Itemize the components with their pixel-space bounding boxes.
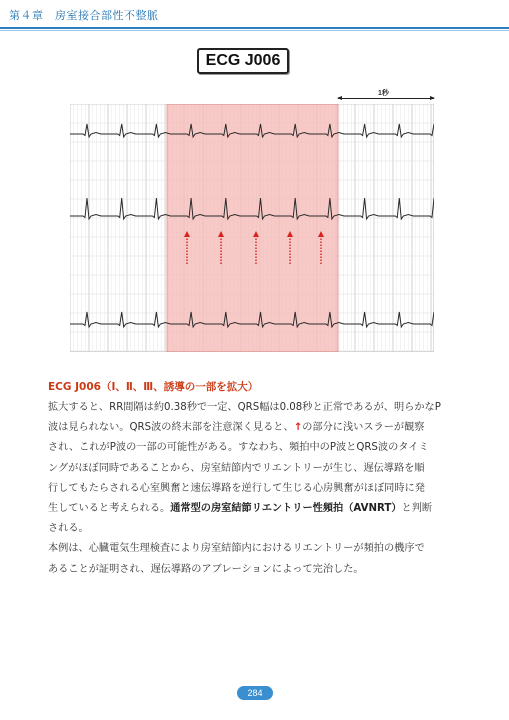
time-scale-label: 1秒 [378, 90, 389, 97]
caption-text: 生していると考えられる。 [48, 502, 171, 514]
caption-text: と判断 [401, 502, 433, 514]
header-rule [0, 27, 509, 29]
page-number-badge: 284 [237, 686, 273, 700]
caption-title: ECG J006（Ⅰ、Ⅱ、Ⅲ、誘導の一部を拡大） [48, 381, 259, 393]
diagnosis-emphasis: 通常型の房室結節リエントリー性頻拍（AVNRT） [170, 502, 402, 514]
time-scale-arrow [338, 98, 434, 99]
chapter-header-text: 第４章 房室接合部性不整脈 [9, 9, 159, 22]
figure-title: ECG J006 [197, 48, 289, 74]
caption-line: ングがほぼ同時であることから、房室結節内でリエントリーが生じ、遅伝導路を順 [48, 462, 425, 474]
caption-line: され、これがP波の一部の可能性がある。すなわち、頻拍中のP波とQRS波のタイミ [48, 442, 429, 454]
ecg-strip [70, 104, 434, 352]
caption-line: される。 [48, 523, 89, 535]
time-scale-bar [338, 88, 434, 104]
caption-line: 本例は、心臓電気生理検査により房室結節内におけるリエントリーが頻拍の機序で [48, 543, 425, 555]
caption-text: の部分に浅いスラーが観察 [302, 422, 425, 434]
header-rule-thin [0, 30, 509, 31]
red-arrow-icon: ↑ [293, 422, 303, 434]
caption-line: 行してもたらされる心室興奮と速伝導路を逆行して生じる心房興奮がほぼ同時に発 [48, 482, 425, 494]
caption-line [48, 499, 464, 519]
highlight-region [167, 104, 338, 352]
page-header [0, 0, 509, 32]
caption-line: あることが証明され、遅伝導路のアブレーションによって完治した。 [48, 563, 364, 575]
caption-text: 波は見られない。QRS波の終末部を注意深く見ると、 [48, 422, 294, 434]
ecg-tracing-image [70, 104, 434, 352]
caption-line: 拡大すると、RR間隔は約0.38秒で一定、QRS幅は0.08秒と正常であるが、明らかなP [48, 402, 441, 413]
caption-line [48, 418, 464, 438]
caption-body [48, 398, 464, 580]
